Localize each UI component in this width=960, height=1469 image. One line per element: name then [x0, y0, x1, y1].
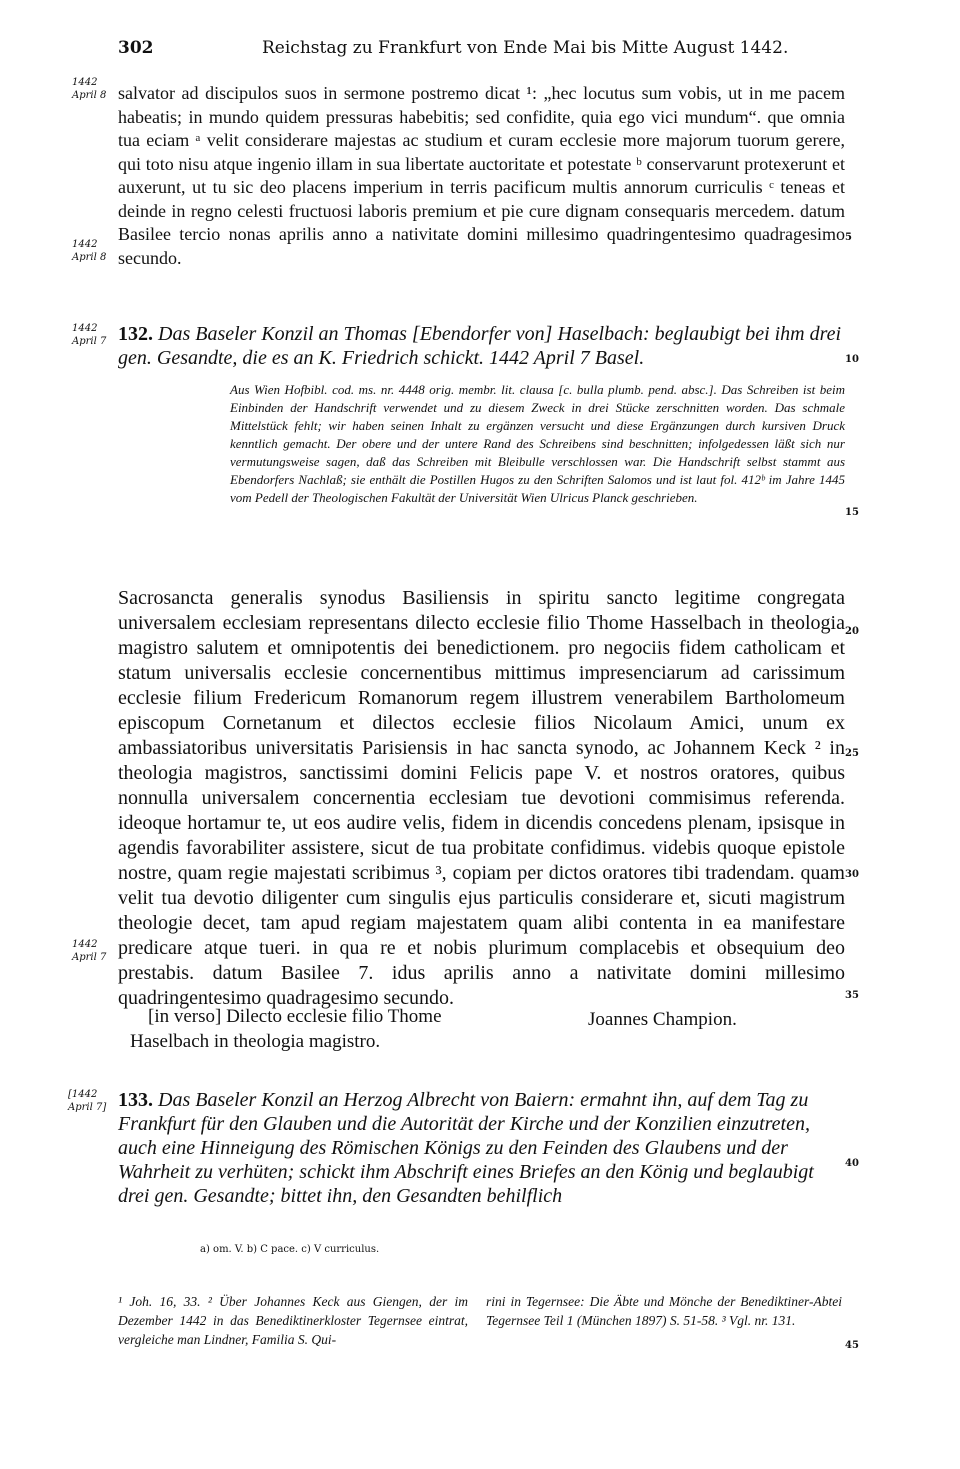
document-summary: Das Baseler Konzil an Thomas [Ebendorfer von] Haselbach: beglaubigt bei ihm drei gen. Gesandte, die es an K. Friedrich schickt. 1442 April 7 Basel. — [118, 323, 842, 369]
line-number: 40 — [845, 1158, 859, 1169]
line-number: 20 — [845, 626, 859, 637]
line-number: 15 — [845, 507, 859, 518]
line-number: 35 — [845, 990, 859, 1001]
line-number: 5 — [845, 232, 852, 243]
line-number: 25 — [845, 748, 859, 759]
signature: Joannes Champion. — [588, 1009, 737, 1030]
footnote-text: rini in Tegernsee: Die Äbte und Mönche der Benediktiner-Abtei Tegernsee Teil 1 (München 1897) S. 51-58. ³ Vgl. nr. 131. — [486, 1294, 842, 1328]
source-note — [230, 381, 845, 507]
margin-date: 1442 April 7 — [72, 323, 107, 347]
address-line: [in verso] Dilecto ecclesie filio Thome — [148, 1006, 442, 1027]
document-132-heading — [118, 322, 845, 370]
line-number: 30 — [845, 869, 859, 880]
margin-date: [1442 April 7] — [68, 1089, 107, 1113]
document-summary: Das Baseler Konzil an Herzog Albrecht von Baiern: ermahnt ihn, auf dem Tag zu Frankfurt für den Glauben und die Autorität der Kirche und der Konzilien einzutreten, auch eine Hinneigung des Römischen Königs zu den Feinden des Glaubens und der Wahrheit zu verhüten; schickt ihm Abschrift eines Briefes an den König und beglaubigt drei gen. Gesandte; bittet ihn, den Gesandten behilflich — [118, 1089, 814, 1207]
line-number: 10 — [845, 354, 859, 365]
paragraph: salvator ad discipulos suos in sermone postremo dicat ¹: „hec locutus sum vobis, ut in me pacem habeatis; in mundo quidem pressuras habebitis; sed confidite, quia ego vici mundum“. que omnia tua eciam ᵃ velit considerare majestas ac studium et curam ecclesie more majorum tuorum gerere, qui toto nisu atque ingenio illam in sua libertate auctoritate et potestate ᵇ conservarunt protexerunt et auxerunt, ut tu sic deo placens imperium in terris pacificum multis annorum curriculis ᶜ teneas et deinde in regno celesti fructuosi laboris premium et pie cure dignam consequaris mercedem. datum Basilee tercio nonas aprilis anno a nativitate domini millesimo quadringentesimo quadragesimo secundo. — [118, 83, 845, 268]
footnotes-right — [486, 1292, 842, 1330]
document-133-heading — [118, 1088, 845, 1208]
margin-date: 1442 April 8 — [72, 77, 107, 101]
previous-document-text — [118, 82, 845, 270]
document-132-body — [118, 586, 845, 1011]
margin-date: 1442 April 8 — [72, 239, 107, 263]
textual-variants: a) om. V. b) C pace. c) V curriculus. — [200, 1244, 380, 1255]
line-number: 45 — [845, 1340, 859, 1351]
footnotes-left — [118, 1292, 468, 1349]
footnote-text: ¹ Joh. 16, 33. ² Über Johannes Keck aus Giengen, der im Dezember 1442 in das Benediktinerkloster Tegernsee eintrat, vergleiche man Lindner, Familia S. Qui- — [118, 1294, 468, 1347]
running-title: Reichstag zu Frankfurt von Ende Mai bis Mitte August 1442. — [262, 38, 789, 58]
source-note-text: Aus Wien Hofbibl. cod. ms. nr. 4448 orig. membr. lit. clausa [c. bulla plumb. pend. absc.]. Das Schreiben ist beim Einbinden der Handschrift verwendet und zu diesem Zweck in drei Stücke zerschnitten worden. Das schmale Mittelstück fehlt; wir haben seinen Inhalt zu ergänzen versucht und diese Ergänzungen durch kursiven Druck kenntlich gemacht. Der obere und der untere Rand des Schreibens sind beschnitten; infolgedessen läßt sich nur vermutungsweise sagen, daß das Schreiben mit Bleibulle verschlossen war. Die Handschrift selbst stammt aus Ebendorfers Nachlaß; sie enthält die Postillen Hugos zu den Schriften Salomos und ist laut fol. 412ᵇ im Jahre 1445 vom Pedell der Theologischen Fakultät der Universität Wien Ulricus Planck geschrieben. — [230, 382, 845, 505]
margin-date: 1442 April 7 — [72, 939, 107, 963]
page-number: 302 — [118, 38, 154, 58]
document-number: 133. — [118, 1089, 153, 1111]
document-number: 132. — [118, 323, 153, 345]
address-line: Haselbach in theologia magistro. — [130, 1031, 381, 1052]
letter-text: Sacrosancta generalis synodus Basiliensis in spiritu sancto legitime congregata universalem ecclesiam representans dilecto ecclesie filio Thome Hasselbach in theologia magistro salutem et omnipotentis dei benedictionem. pro negociis fidem catholicam et statum universalis ecclesie concernentibus mittimus impresenciarum ad carissimum ecclesie filium Fredericum Romanorum regem illustrem venerabilem Bartholomeum episcopum Cornetanum et dilectos ecclesie filios Nicolaum Amici, unum ex ambassiatoribus universitatis Parisiensis in hac sancta synodo, ac Johannem Keck ² in theologia magistros, sanctissimi domini Felicis pape V. et nostros oratores, quibus nonnulla universalem concernentia ecclesiam tue devotioni commisimus referenda. ideoque hortamur te, ut eos audire velis, fidem in dicendis concedens plenam, ipsisque in agendis favorabiliter assistere, sicut de tua probitate confidimus. videbis quoque epistole nostre, quam regie majestati scribimus ³, copiam per dictos oratores tibi tradendam. quam velit tua devotio diligenter cum singulis ejus particulis considerare et, sicuti magistrum theologie decet, tam apud regiam majestatem quam alibi contenta in ea manifestare predicare atque tueri. in qua re et nobis plurimum complacebis et obsequium deo prestabis. datum Basilee 7. idus aprilis anno a nativitate domini millesimo quadringentesimo quadragesimo secundo. — [118, 587, 845, 1009]
